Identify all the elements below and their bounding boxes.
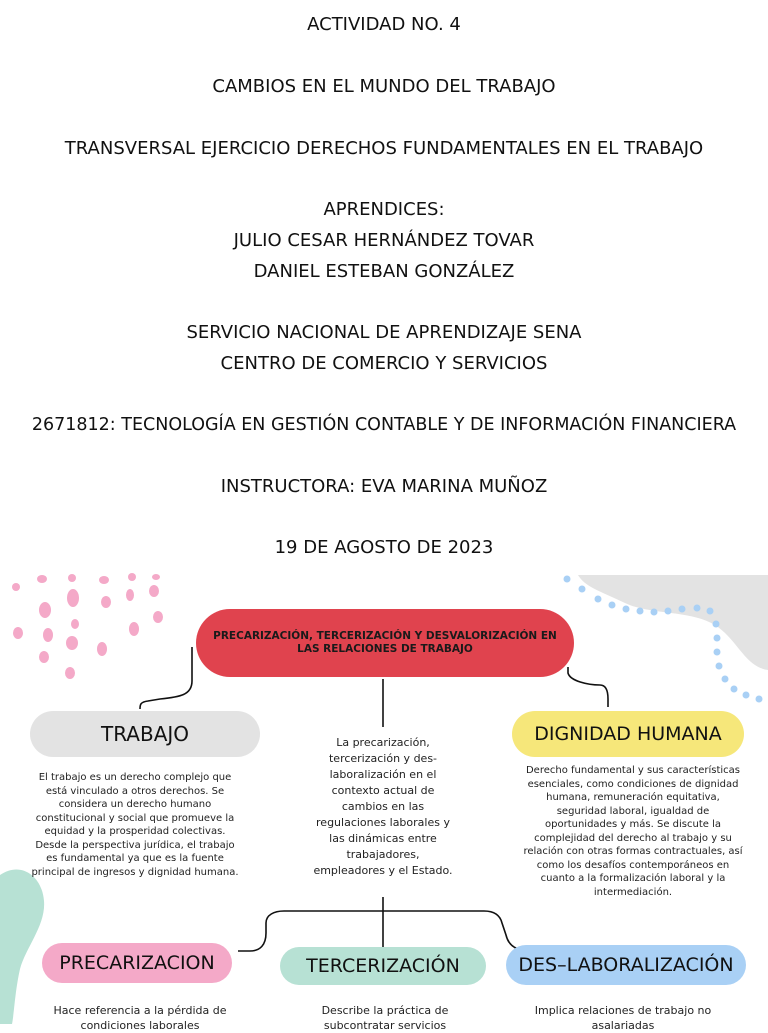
tercerizacion-pill: TERCERIZACIÓN xyxy=(280,947,486,985)
trabajo-description: El trabajo es un derecho complejo que está vinculado a otros derechos. Se considera un derecho humano constitucional y social que promueve la equidad y la prosperidad colectivas. Desde la perspectiva jurídica, el trabajo es fundamental ya que es la fuente principal de ingresos y dignidad humana. xyxy=(31,772,239,878)
deslaboralizacion-description: Implica relaciones de trabajo no asalariadas xyxy=(534,1004,712,1032)
mint-blob-shape xyxy=(0,869,44,1024)
activity-number: ACTIVIDAD NO. 4 xyxy=(307,14,461,35)
main-title: PRECARIZACIÓN, TERCERIZACIÓN Y DESVALORIZACIÓN EN LAS RELACIONES DE TRABAJO xyxy=(213,630,557,655)
tercerizacion-description: Describe la práctica de subcontratar servicios xyxy=(321,1004,449,1032)
trabajo-pill: TRABAJO xyxy=(30,711,260,757)
apprentices-heading: APRENDICES: xyxy=(323,199,445,220)
institution: SERVICIO NACIONAL DE APRENDIZAJE SENA xyxy=(186,322,582,343)
activity-title: CAMBIOS EN EL MUNDO DEL TRABAJO xyxy=(212,76,556,97)
central-description: La precarización, tercerización y des-laboralización en el contexto actual de cambios en las regulaciones laborales y las dinámicas entre trabajadores, empleadores y el Estado. xyxy=(313,736,453,877)
date: 19 DE AGOSTO DE 2023 xyxy=(274,537,494,558)
pink-dots xyxy=(12,573,163,679)
deslaboralizacion-pill: DES–LABORALIZACIÓN xyxy=(506,945,746,985)
precarizacion-pill: PRECARIZACION xyxy=(42,943,232,983)
main-title-pill xyxy=(196,609,574,677)
center: CENTRO DE COMERCIO Y SERVICIOS xyxy=(220,353,548,374)
program: 2671812: TECNOLOGÍA EN GESTIÓN CONTABLE Y DE INFORMACIÓN FINANCIERA xyxy=(31,415,737,435)
dignidad-humana-description: Derecho fundamental y sus características esenciales, como condiciones de dignidad humana, remuneración equitativa, seguridad laboral, igualdad de oportunidades y más. Se discute la complejidad del derecho al trabajo y su relación con otras formas contractuales, así como los desafíos contemporáneos en cuanto a la formalización laboral y la intermediación. xyxy=(523,765,743,898)
apprentice-name-2: DANIEL ESTEBAN GONZÁLEZ xyxy=(253,261,515,282)
instructor: INSTRUCTORA: EVA MARINA MUÑOZ xyxy=(220,476,548,497)
apprentice-name-1: JULIO CESAR HERNÁNDEZ TOVAR xyxy=(233,230,535,251)
course-title: TRANSVERSAL EJERCICIO DERECHOS FUNDAMENTALES EN EL TRABAJO xyxy=(64,138,704,159)
gray-blob-shape xyxy=(578,575,768,670)
concept-map xyxy=(0,575,768,1032)
dignidad-humana-pill: DIGNIDAD HUMANA xyxy=(512,711,744,757)
precarizacion-description: Hace referencia a la pérdida de condiciones laborales xyxy=(53,1004,227,1032)
